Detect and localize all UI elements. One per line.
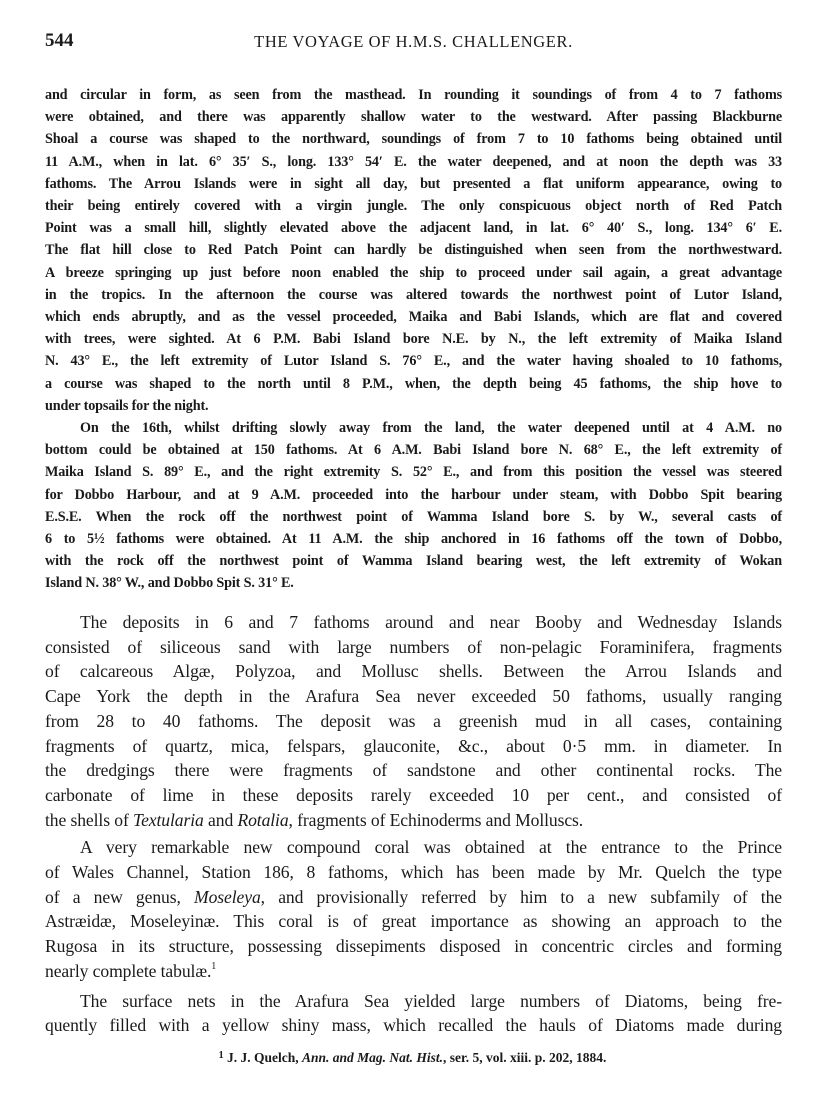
text-line: 11 A.M., when in lat. 6° 35′ S., long. 133° 54′ E. the water deepened, and at noon the depth was 33 <box>45 153 782 170</box>
footnote-marker: 1 <box>211 960 217 972</box>
text-line <box>45 760 782 781</box>
text-line <box>45 686 782 707</box>
text-segment: quently filled with a yellow shiny mass, which recalled the hauls of Diatoms made during <box>45 1015 782 1036</box>
text-segment: , fragments of Echinoderms and Molluscs. <box>288 809 584 830</box>
text-line: fathoms. The Arrou Islands were in sight all day, but presented a flat uniform appearance, owing to <box>45 175 782 192</box>
text-line: N. 43° E., the left extremity of Lutor Island S. 76° E., and the water having shoaled to 10 fathoms, <box>45 353 782 370</box>
text-line <box>45 711 782 732</box>
text-segment: The deposits in 6 and 7 fathoms around and near Booby and Wednesday Islands <box>80 612 782 632</box>
text-segment: carbonate of lime in these deposits rarely exceeded 10 per cent., and consisted of <box>45 784 782 805</box>
text-line <box>45 887 782 908</box>
text-segment: nearly complete tabulæ. <box>45 960 212 981</box>
text-line: a course was shaped to the north until 8 P.M., when, the depth being 45 fathoms, the ship hove to <box>45 375 782 392</box>
text-line: E.S.E. When the rock off the northwest point of Wamma Island bore S. by W., several casts of <box>45 508 782 525</box>
text-segment: J. J. Quelch, <box>223 1050 302 1065</box>
text-segment: and <box>203 809 238 830</box>
running-title: THE VOYAGE OF H.M.S. CHALLENGER. <box>254 32 573 51</box>
text-line: with trees, were sighted. At 6 P.M. Babi Island bore N.E. by N., the left extremity of Maika Island <box>45 331 782 348</box>
text-segment: Rugosa in its structure, possessing dissepiments disposed in concentric circles and forming <box>45 936 782 957</box>
page-number: 544 <box>45 30 74 51</box>
text-line <box>45 785 782 806</box>
footnote-marker: 1 <box>218 1050 224 1061</box>
text-line: Shoal a course was shaped to the northward, soundings of from 7 to 10 fathoms being obtained until <box>45 131 782 148</box>
text-line: bottom could be obtained at 150 fathoms. At 6 A.M. Babi Island bore N. 68° E., the left extremity of <box>45 442 782 459</box>
text-segment: the dredgings there were fragments of sandstone and other continental rocks. The <box>45 760 782 781</box>
text-line <box>45 911 782 932</box>
footnote <box>0 1050 825 1066</box>
text-line <box>45 961 782 982</box>
text-line: for Dobbo Harbour, and at 9 A.M. proceeded into the harbour under steam, with Dobbo Spit bearing <box>45 486 782 503</box>
text-line: 6 to 5½ fathoms were obtained. At 11 A.M. the ship anchored in 16 fathoms off the town of Dobbo, <box>45 531 782 547</box>
text-line: with the rock off the northwest point of Wamma Island bearing west, the left extremity of Wokan <box>45 553 782 570</box>
text-segment: The surface nets in the Arafura Sea yielded large numbers of Diatoms, being fre- <box>80 990 782 1011</box>
text-segment: , ser. 5, vol. xiii. p. 202, 1884. <box>443 1050 607 1065</box>
text-segment: of calcareous Algæ, Polyzoa, and Mollusc shells. Between the Arrou Islands and <box>45 661 782 682</box>
text-segment: A very remarkable new compound coral was obtained at the entrance to the Prince <box>80 837 782 858</box>
text-segment: Cape York the depth in the Arafura Sea never exceeded 50 fathoms, usually ranging <box>45 686 782 707</box>
text-line <box>80 837 782 858</box>
text-line: their being entirely covered with a virgin jungle. The only conspicuous object north of Red Patch <box>45 198 782 214</box>
text-line <box>80 991 782 1012</box>
text-line: and circular in form, as seen from the masthead. In rounding it soundings of from 4 to 7 fathoms <box>45 87 782 103</box>
text-segment: consisted of siliceous sand with large numbers of non-pelagic Foraminifera, fragments <box>45 636 782 657</box>
italic-text: Rotalia <box>237 809 289 830</box>
text-line: Maika Island S. 89° E., and the right extremity S. 52° E., and from this position the vessel was steered <box>45 464 782 481</box>
text-line: A breeze springing up just before noon enabled the ship to proceed under sail again, a great advantage <box>45 264 782 281</box>
text-line: The flat hill close to Red Patch Point can hardly be distinguished when seen from the northwestward. <box>45 242 782 259</box>
page-header <box>45 30 782 54</box>
text-line: under topsails for the night. <box>45 397 209 414</box>
text-segment: of a new genus, <box>45 886 195 907</box>
text-segment: the shells of <box>45 809 134 830</box>
text-line <box>45 736 782 757</box>
text-line: were obtained, and there was apparently shallow water to the westward. After passing Blackburne <box>45 109 782 126</box>
text-line <box>45 810 782 831</box>
text-line: Island N. 38° W., and Dobbo Spit S. 31° E. <box>45 575 294 592</box>
text-line <box>45 936 782 957</box>
text-segment: of Wales Channel, Station 186, 8 fathoms, which has been made by Mr. Quelch the type <box>45 862 782 882</box>
text-line <box>45 637 782 658</box>
text-line <box>80 612 782 633</box>
italic-text: Ann. and Mag. Nat. Hist. <box>301 1050 444 1065</box>
italic-text: Moseleya <box>194 886 261 907</box>
text-line: On the 16th, whilst drifting slowly away from the land, the water deepened until at 4 A.M. no <box>80 420 782 436</box>
text-line <box>45 661 782 682</box>
text-line: which ends abruptly, and as the vessel proceeded, Maika and Babi Islands, which are flat and covered <box>45 309 782 325</box>
text-segment: , and provisionally referred by him to a new subfamily of the <box>260 886 782 907</box>
text-line: Point was a small hill, slightly elevated above the adjacent land, in lat. 6° 40′ S., long. 134° 6′ E. <box>45 220 782 237</box>
text-segment: fragments of quartz, mica, felspars, glauconite, &c., about 0·5 mm. in diameter. In <box>45 735 782 756</box>
text-line: in the tropics. In the afternoon the course was altered towards the northwest point of Lutor Island, <box>45 286 782 303</box>
text-line <box>45 862 782 883</box>
italic-text: Textularia <box>133 809 204 830</box>
text-segment: from 28 to 40 fathoms. The deposit was a greenish mud in all cases, containing <box>45 710 782 731</box>
text-line <box>45 1015 782 1036</box>
text-segment: Astræidæ, Moseleyinæ. This coral is of great importance as showing an approach to the <box>45 911 782 932</box>
